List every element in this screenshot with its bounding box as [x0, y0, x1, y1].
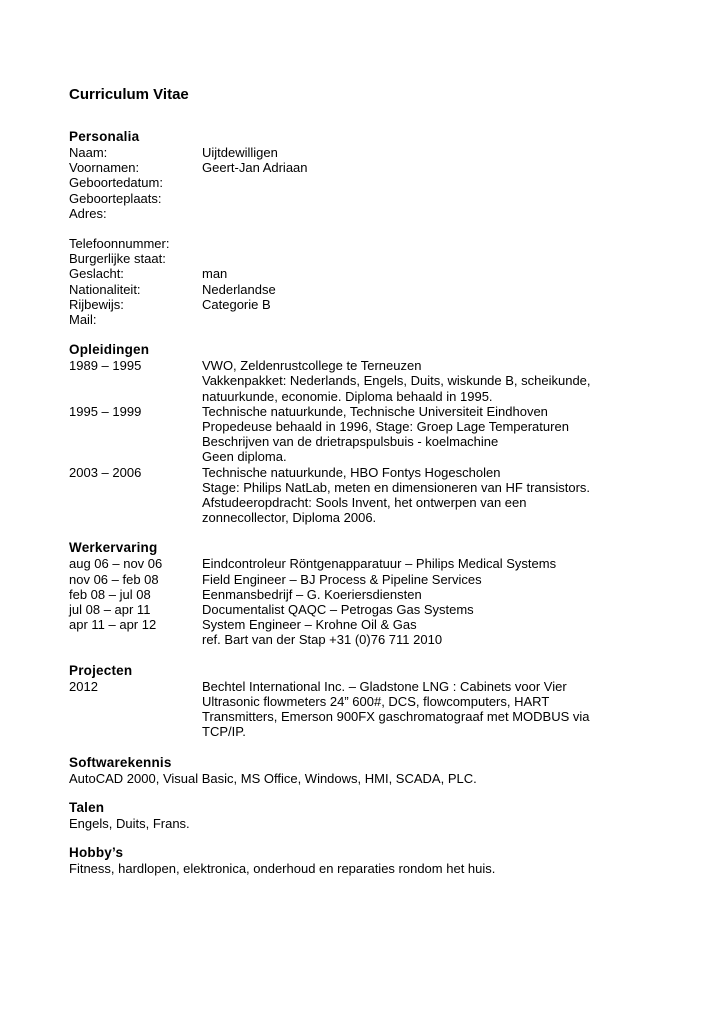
- field-value: [202, 175, 669, 190]
- entry-line: Vakkenpakket: Nederlands, Engels, Duits, wiskunde B, scheikunde,: [202, 373, 591, 389]
- section-talen: [69, 800, 669, 831]
- project-entry: [69, 679, 669, 740]
- field-value: [202, 206, 669, 221]
- personalia-row-rijbewijs: [69, 297, 669, 312]
- field-label: Burgerlijke staat:: [69, 251, 166, 267]
- entry-line: Geen diploma.: [202, 449, 287, 465]
- personalia-row-naam: [69, 145, 669, 160]
- entry-period: 2003 – 2006: [69, 464, 142, 480]
- hobbies-list: Fitness, hardlopen, elektronica, onderhoud en reparaties rondom het huis.: [69, 860, 496, 876]
- education-entry: [69, 404, 669, 465]
- field-label: Rijbewijs:: [69, 296, 124, 312]
- entry-period: apr 11 – apr 12: [69, 617, 157, 633]
- personalia-row-mail: [69, 312, 669, 327]
- personalia-row-burgerlijke-staat: [69, 251, 669, 266]
- field-label: Telefoonnummer:: [69, 236, 170, 252]
- entry-description: [202, 602, 669, 617]
- entry-line: Bechtel International Inc. – Gladstone LNG : Cabinets voor Vier: [202, 678, 567, 694]
- field-label: Mail:: [69, 312, 97, 328]
- field-value: Categorie B: [202, 296, 271, 312]
- entry-period: 1989 – 1995: [69, 358, 142, 374]
- personalia-row-geboortedatum: [69, 175, 669, 190]
- entry-line: Technische natuurkunde, HBO Fontys Hogescholen: [202, 464, 501, 480]
- entry-line: System Engineer – Krohne Oil & Gas: [202, 617, 417, 633]
- entry-description: [202, 465, 669, 526]
- field-label: Geslacht:: [69, 266, 124, 282]
- field-value: [202, 312, 669, 327]
- section-hobbys: [69, 845, 669, 876]
- cv-document: [69, 86, 669, 891]
- entry-period: aug 06 – nov 06: [69, 556, 163, 572]
- entry-line: Field Engineer – BJ Process & Pipeline Services: [202, 571, 482, 587]
- entry-period: 2012: [69, 678, 98, 694]
- entry-description: [202, 556, 669, 571]
- education-entry: [69, 465, 669, 526]
- work-entry: [69, 617, 669, 647]
- section-opleidingen: [69, 342, 669, 525]
- entry-line: TCP/IP.: [202, 724, 246, 740]
- entry-period: 1995 – 1999: [69, 403, 142, 419]
- field-label: Naam:: [69, 145, 108, 160]
- languages-list: Engels, Duits, Frans.: [69, 815, 190, 831]
- entry-description: [202, 572, 669, 587]
- entry-line: VWO, Zeldenrustcollege te Terneuzen: [202, 358, 422, 374]
- section-heading-opleidingen: Opleidingen: [69, 342, 150, 358]
- entry-line: Stage: Philips NatLab, meten en dimensioneren van HF transistors.: [202, 479, 591, 495]
- entry-description: [202, 404, 669, 465]
- entry-line: Documentalist QAQC – Petrogas Gas Systems: [202, 602, 474, 618]
- section-softwarekennis: [69, 755, 669, 786]
- personalia-row-telefoonnummer: [69, 236, 669, 251]
- entry-line: Afstudeeropdracht: Sools Invent, het ontwerpen van een: [202, 495, 527, 511]
- entry-description: [202, 587, 669, 602]
- personalia-row-voornamen: [69, 160, 669, 175]
- entry-line: Transmitters, Emerson 900FX gaschromatograaf met MODBUS via: [202, 709, 590, 725]
- work-entry: [69, 572, 669, 587]
- field-label: Geboorteplaats:: [69, 190, 162, 206]
- field-value: Geert-Jan Adriaan: [202, 160, 308, 176]
- section-projecten: [69, 663, 669, 740]
- section-heading-softwarekennis: Softwarekennis: [69, 754, 172, 770]
- work-entry: [69, 602, 669, 617]
- field-value: man: [202, 266, 228, 282]
- entry-period: feb 08 – jul 08: [69, 586, 151, 602]
- entry-line: Eenmansbedrijf – G. Koeriersdiensten: [202, 586, 422, 602]
- personalia-row-geboorteplaats: [69, 191, 669, 206]
- field-value: [202, 251, 669, 266]
- entry-line: Propedeuse behaald in 1996, Stage: Groep Lage Temperaturen: [202, 419, 569, 435]
- personalia-row-nationaliteit: [69, 282, 669, 297]
- entry-description: [202, 617, 669, 647]
- entry-period: jul 08 – apr 11: [69, 602, 151, 618]
- entry-line: natuurkunde, economie. Diploma behaald in 1995.: [202, 388, 493, 404]
- field-label: Geboortedatum:: [69, 175, 163, 191]
- field-label: Nationaliteit:: [69, 281, 141, 297]
- entry-line: Technische natuurkunde, Technische Universiteit Eindhoven: [202, 403, 548, 419]
- entry-line: Beschrijven van de drietrapspulsbuis - koelmachine: [202, 434, 499, 450]
- section-personalia: [69, 129, 669, 327]
- software-list: AutoCAD 2000, Visual Basic, MS Office, Windows, HMI, SCADA, PLC.: [69, 770, 477, 786]
- field-label: Adres:: [69, 205, 107, 221]
- section-heading-hobbys: Hobby’s: [69, 844, 124, 860]
- entry-line: zonnecollector, Diploma 2006.: [202, 510, 377, 526]
- work-entry: [69, 556, 669, 571]
- entry-description: [202, 358, 669, 404]
- personalia-row-geslacht: [69, 266, 669, 281]
- section-heading-werkervaring: Werkervaring: [69, 540, 158, 556]
- field-value: Uijtdewilligen: [202, 145, 278, 160]
- field-label: Voornamen:: [69, 160, 140, 176]
- section-werkervaring: [69, 540, 669, 647]
- section-heading-talen: Talen: [69, 799, 105, 815]
- field-value: Nederlandse: [202, 281, 276, 297]
- entry-line: ref. Bart van der Stap +31 (0)76 711 2010: [202, 632, 443, 648]
- entry-line: Eindcontroleur Röntgenapparatuur – Philips Medical Systems: [202, 556, 557, 572]
- section-heading-projecten: Projecten: [69, 662, 133, 678]
- section-heading-personalia: Personalia: [69, 129, 140, 144]
- field-value: [202, 236, 669, 251]
- entry-line: Ultrasonic flowmeters 24” 600#, DCS, flowcomputers, HART: [202, 693, 550, 709]
- entry-period: nov 06 – feb 08: [69, 571, 159, 587]
- work-entry: [69, 587, 669, 602]
- document-title: Curriculum Vitae: [69, 86, 189, 103]
- personalia-row-adres: [69, 206, 669, 221]
- education-entry: [69, 358, 669, 404]
- entry-description: [202, 679, 669, 740]
- spacer: [69, 221, 669, 236]
- field-value: [202, 191, 669, 206]
